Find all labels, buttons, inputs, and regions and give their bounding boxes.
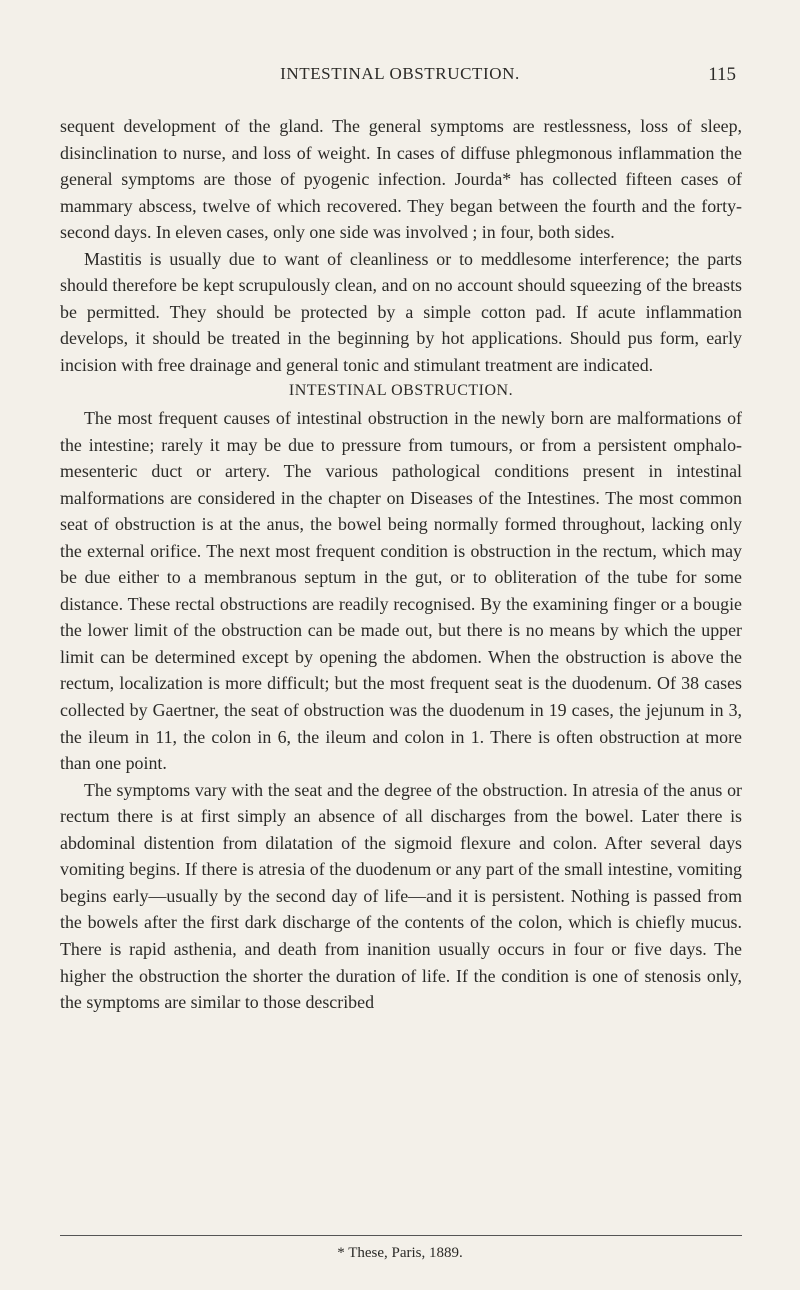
- footnote: * These, Paris, 1889.: [337, 1245, 463, 1261]
- body-text: [60, 113, 742, 1016]
- page-number: 115: [708, 64, 736, 85]
- footnote-divider: [60, 1235, 742, 1236]
- paragraph-gland-symptoms: sequent development of the gland. The general symptoms are restlessness, loss of sleep, disinclination to nurse, and loss of weight. In cases of diffuse phlegmonous inflammation the general symptoms are those of pyogenic infection. Jourda* has collected fifteen cases of mammary abscess, twelve of which recovered. They began between the fourth and the forty-second days. In eleven cases, only one side was involved ; in four, both sides.: [60, 116, 742, 243]
- paragraph-obstruction-causes: The most frequent causes of intestinal obstruction in the newly born are malformations of the intestine; rarely it may be due to pressure from tumours, or from a persistent omphalo-mesenteric duct or artery. The various pathological conditions present in intestinal malformations are considered in the chapter on Diseases of the Intestines. The most common seat of obstruction is at the anus, the bowel being normally formed throughout, lacking only the external orifice. The next most frequent condition is obstruction in the rectum, which may be due either to a membranous septum in the gut, or to obliteration of the tube for some distance. These rectal obstructions are readily recognised. By the examining finger or a bougie the lower limit of the obstruction can be made out, but there is no means by which the upper limit can be determined except by opening the abdomen. When the obstruction is above the rectum, localization is more difficult; but the most frequent seat is the duodenum. Of 38 cases collected by Gaertner, the seat of obstruction was the duodenum in 19 cases, the jejunum in 3, the ileum in 11, the colon in 6, the ileum and colon in 1. There is often obstruction at more than one point.: [60, 408, 742, 774]
- running-header: [60, 64, 740, 90]
- paragraph-obstruction-symptoms: The symptoms vary with the seat and the degree of the obstruction. In atresia of the anus or rectum there is at first simply an absence of all discharges from the bowel. Later there is abdominal distention from dilatation of the sigmoid flexure and colon. After several days vomiting begins. If there is atresia of the duodenum or any part of the small intestine, vomiting begins early—usually by the second day of life—and it is persistent. Nothing is passed from the bowels after the first dark discharge of the contents of the colon, which is chiefly mucus. There is rapid asthenia, and death from inanition usually occurs in four or five days. The higher the obstruction the shorter the duration of life. If the condition is one of stenosis only, the symptoms are similar to those described: [60, 779, 742, 1013]
- paragraph-mastitis: Mastitis is usually due to want of cleanliness or to meddlesome interference; the parts should therefore be kept scrupulously clean, and on no account should squeezing of the breasts be permitted. They should be protected by a simple cotton pad. If acute inflammation develops, it should be treated in the beginning by hot applications. Should pus form, early incision with free drainage and general tonic and stimulant treatment are indicated.: [60, 248, 742, 375]
- section-heading: INTESTINAL OBSTRUCTION.: [288, 382, 514, 400]
- running-title: INTESTINAL OBSTRUCTION.: [280, 64, 520, 83]
